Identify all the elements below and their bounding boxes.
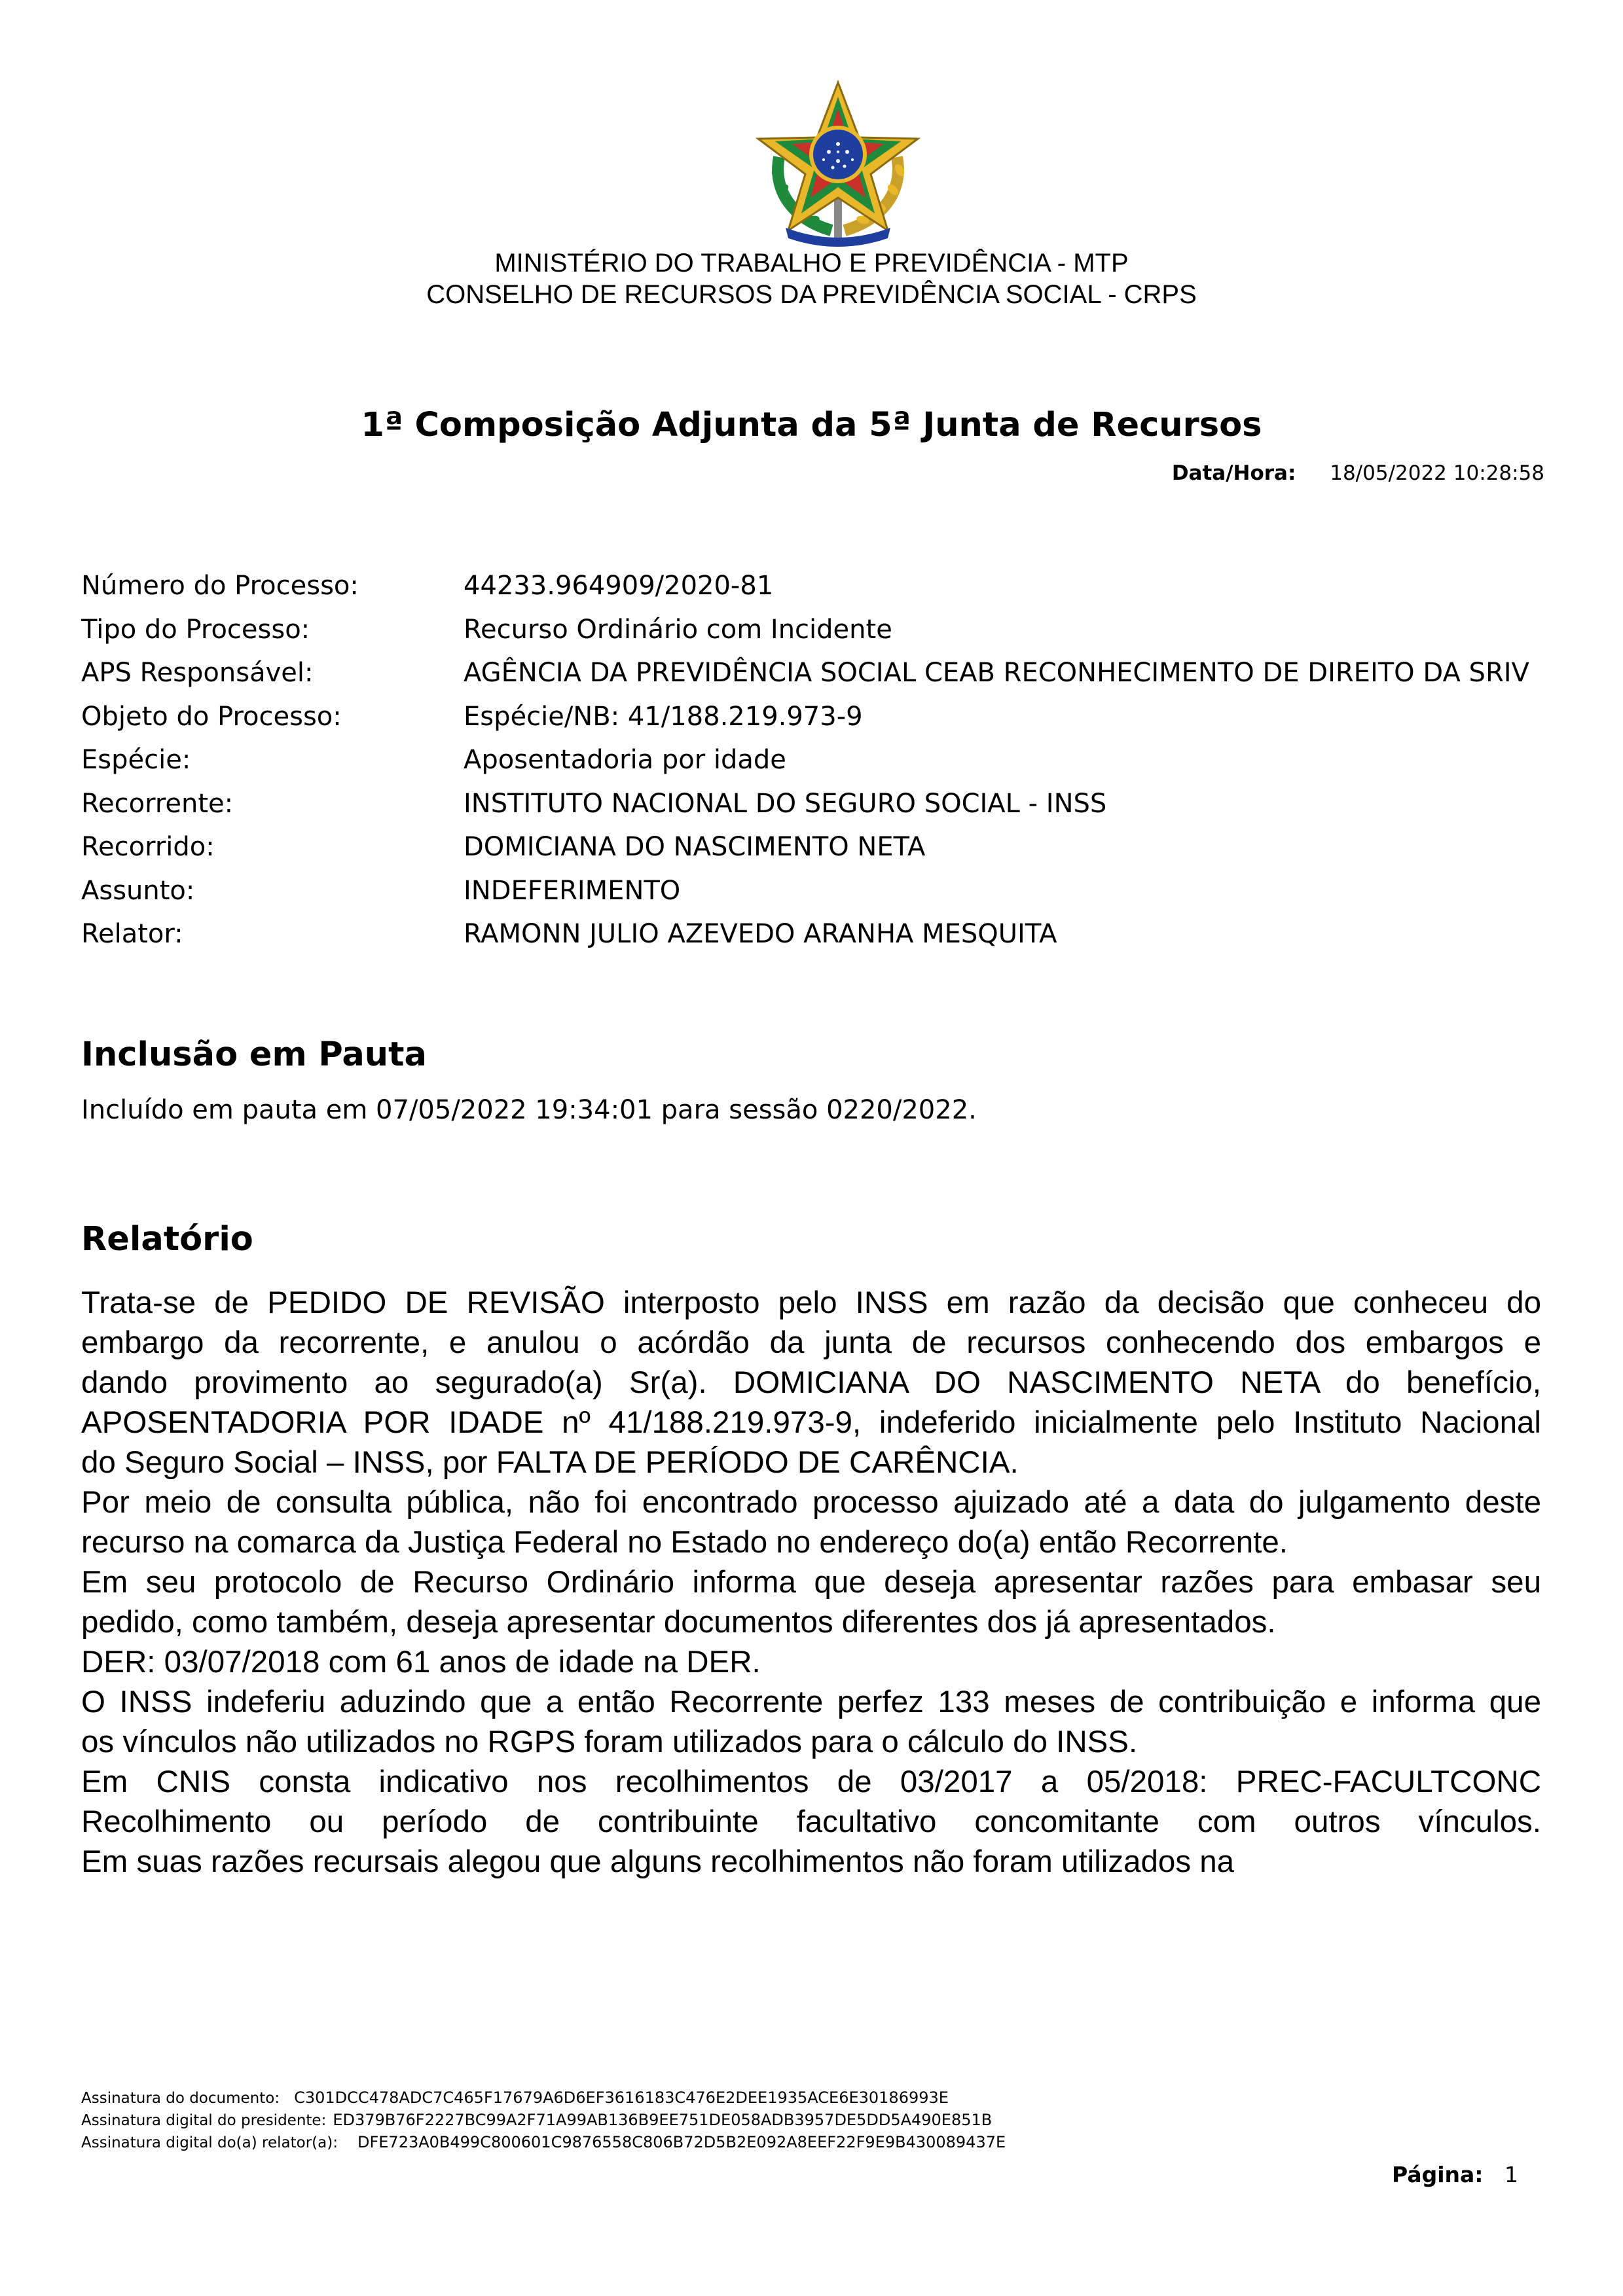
page-number-value: 1 (1504, 2162, 1518, 2187)
datahora (1172, 460, 1544, 486)
report-line: dando provimento ao segurado(a) Sr(a). DOMICIANA DO NASCIMENTO NETA do benefício, (81, 1365, 1541, 1400)
report-line: Em suas razões recursais alegou que alguns recolhimentos não foram utilizados na (81, 1844, 1235, 1879)
process-row (81, 738, 1529, 782)
report-line: do Seguro Social – INSS, por FALTA DE PERÍODO DE CARÊNCIA. (81, 1445, 1019, 1480)
report-line: Em CNIS consta indicativo nos recolhimentos de 03/2017 a 05/2018: PREC-FACULTCONC (81, 1765, 1541, 1799)
report-line: Trata-se de PEDIDO DE REVISÃO interposto pelo INSS em razão da decisão que conheceu do (81, 1285, 1541, 1320)
process-label: Espécie: (81, 745, 191, 775)
process-value: Espécie/NB: 41/188.219.973-9 (464, 701, 863, 732)
digital-signatures (81, 2087, 1006, 2153)
report-line: embargo da recorrente, e anulou o acórdão da junta de recursos conhecendo dos embargos e (81, 1325, 1541, 1360)
report-line: os vínculos não utilizados no RGPS foram utilizados para o cálculo do INSS. (81, 1725, 1138, 1759)
process-row (81, 825, 1529, 869)
signature-label: Assinatura digital do(a) relator(a): (81, 2134, 338, 2151)
signature-row (81, 2109, 1006, 2131)
brazil-coat-of-arms-icon (753, 79, 923, 250)
signature-label: Assinatura digital do presidente: (81, 2112, 327, 2129)
process-label: Tipo do Processo: (81, 614, 310, 645)
process-value: INDEFERIMENTO (464, 875, 681, 906)
report-line: Em seu protocolo de Recurso Ordinário informa que deseja apresentar razões para embasar seu (81, 1565, 1541, 1600)
page-number-label: Página: (1392, 2162, 1484, 2187)
signature-code: DFE723A0B499C800601C9876558C806B72D5B2E092A8EEF22F9E9B430089437E (357, 2133, 1006, 2151)
process-value: 44233.964909/2020-81 (464, 571, 774, 601)
process-value: AGÊNCIA DA PREVIDÊNCIA SOCIAL CEAB RECONHECIMENTO DE DIREITO DA SRIV (464, 658, 1529, 688)
pauta-text: Incluído em pauta em 07/05/2022 19:34:01 para sessão 0220/2022. (81, 1095, 977, 1125)
signature-code: ED379B76F2227BC99A2F71A99AB136B9EE751DE058ADB3957DE5DD5A490E851B (333, 2111, 993, 2129)
pauta-heading: Inclusão em Pauta (81, 1035, 427, 1074)
relatorio-body (81, 1283, 1541, 1882)
relatorio-heading: Relatório (81, 1220, 253, 1259)
process-value: DOMICIANA DO NASCIMENTO NETA (464, 832, 926, 862)
datahora-label: Data/Hora: (1171, 461, 1296, 485)
council-name: CONSELHO DE RECURSOS DA PREVIDÊNCIA SOCIAL - CRPS (426, 280, 1197, 309)
process-value: Aposentadoria por idade (464, 745, 786, 775)
process-value: INSTITUTO NACIONAL DO SEGURO SOCIAL - INSS (464, 788, 1107, 819)
process-label: Número do Processo: (81, 571, 359, 601)
report-line: DER: 03/07/2018 com 61 anos de idade na DER. (81, 1645, 761, 1679)
page-number (1392, 2162, 1518, 2188)
process-row (81, 695, 1529, 739)
report-line: O INSS indeferiu aduzindo que a então Recorrente perfez 133 meses de contribuição e informa que (81, 1685, 1541, 1719)
process-row (81, 608, 1529, 652)
signature-row (81, 2087, 1006, 2109)
header-institution (0, 247, 1623, 310)
process-label: Recorrido: (81, 832, 215, 862)
process-label: APS Responsável: (81, 658, 314, 688)
signature-code: C301DCC478ADC7C465F17679A6D6EF3616183C476E2DEE1935ACE6E30186993E (294, 2089, 949, 2107)
process-label: Relator: (81, 919, 183, 949)
report-line: pedido, como também, deseja apresentar documentos diferentes dos já apresentados. (81, 1605, 1276, 1640)
signature-row (81, 2131, 1006, 2153)
ministry-name: MINISTÉRIO DO TRABALHO E PREVIDÊNCIA - MTP (494, 249, 1129, 278)
process-value: Recurso Ordinário com Incidente (464, 614, 892, 645)
process-label: Objeto do Processo: (81, 701, 342, 732)
report-line: Recolhimento ou período de contribuinte facultativo concomitante com outros vínculos. (81, 1804, 1541, 1839)
datahora-value: 18/05/2022 10:28:58 (1330, 461, 1544, 485)
process-label: Assunto: (81, 875, 195, 906)
document-title: 1ª Composição Adjunta da 5ª Junta de Recursos (361, 406, 1262, 444)
report-line: recurso na comarca da Justiça Federal no Estado no endereço do(a) então Recorrente. (81, 1525, 1288, 1560)
process-row (81, 782, 1529, 826)
process-row (81, 869, 1529, 913)
process-row (81, 564, 1529, 608)
process-row (81, 912, 1529, 956)
report-line: APOSENTADORIA POR IDADE nº 41/188.219.973-9, indeferido inicialmente pelo Instituto Nacional (81, 1405, 1541, 1440)
process-value: RAMONN JULIO AZEVEDO ARANHA MESQUITA (464, 919, 1057, 949)
process-row (81, 651, 1529, 695)
process-details (81, 564, 1529, 956)
process-label: Recorrente: (81, 788, 234, 819)
report-line: Por meio de consulta pública, não foi encontrado processo ajuizado até a data do julgamento deste (81, 1485, 1541, 1520)
signature-label: Assinatura do documento: (81, 2090, 280, 2107)
